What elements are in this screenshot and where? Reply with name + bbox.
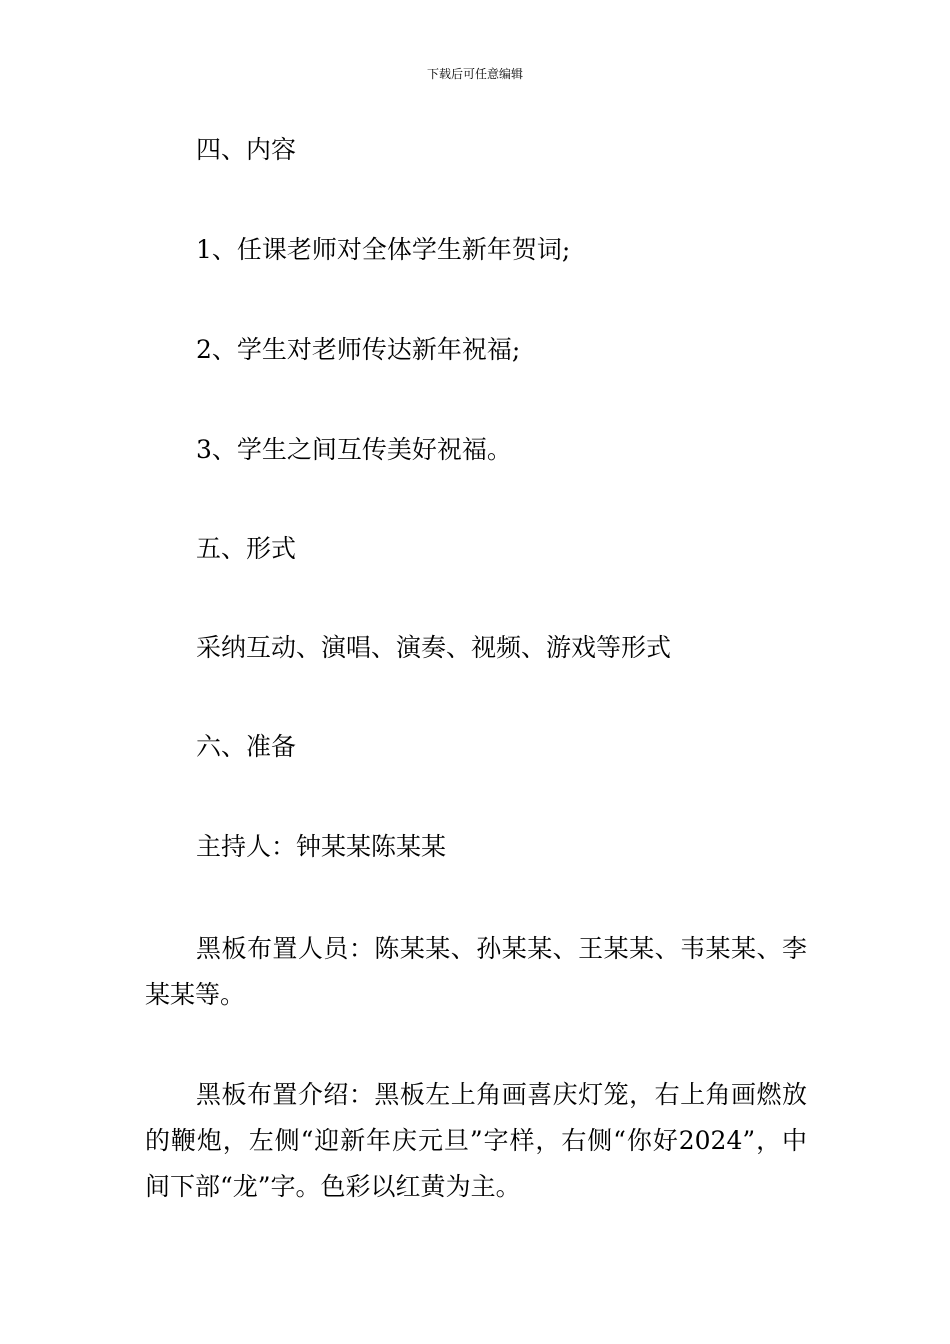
board-intro-paragraph: 黑板布置介绍：黑板左上角画喜庆灯笼，右上角画燃放的鞭炮，左侧“迎新年庆元旦”字样，右侧“你好2024”，中间下部“龙”字。色彩以红黄为主。	[145, 1080, 807, 1201]
content-item-1: 1、任课老师对全体学生新年贺词;	[196, 235, 571, 264]
content-item-3: 3、学生之间互传美好祝福。	[196, 435, 512, 464]
page-header-note: 下载后可任意编辑	[426, 67, 523, 81]
section-heading-preparation: 六、准备	[196, 732, 297, 761]
section-heading-content: 四、内容	[196, 135, 297, 164]
board-staff-paragraph: 黑板布置人员：陈某某、孙某某、王某某、韦某某、李某某等。	[145, 934, 807, 1009]
section-heading-form: 五、形式	[196, 534, 297, 563]
host-line: 主持人：钟某某陈某某	[196, 832, 447, 861]
content-item-2: 2、学生对老师传达新年祝福;	[196, 335, 521, 364]
form-text: 采纳互动、演唱、演奏、视频、游戏等形式	[196, 633, 672, 662]
